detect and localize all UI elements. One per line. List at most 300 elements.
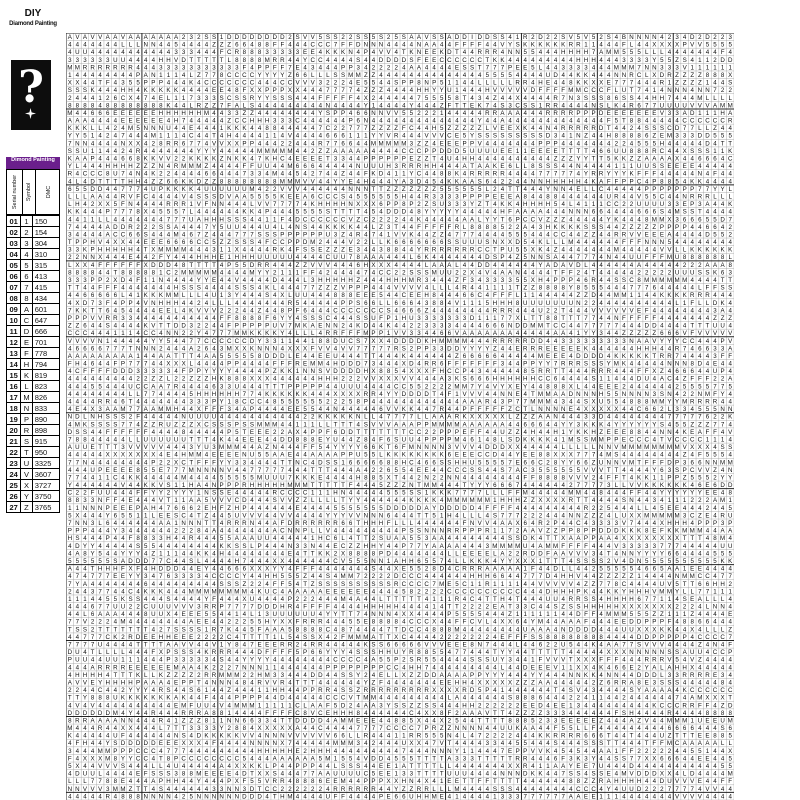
svg-text:P: P bbox=[318, 383, 322, 390]
svg-text:2: 2 bbox=[630, 201, 634, 208]
svg-text:Y: Y bbox=[341, 178, 345, 185]
legend-row bbox=[7, 458, 60, 469]
svg-text:4: 4 bbox=[319, 406, 323, 413]
svg-text:L: L bbox=[303, 330, 307, 337]
svg-text:4: 4 bbox=[303, 353, 307, 360]
svg-text:4: 4 bbox=[220, 118, 224, 125]
svg-text:Y: Y bbox=[622, 421, 626, 428]
svg-text:N: N bbox=[698, 391, 702, 398]
svg-text:L: L bbox=[508, 80, 512, 87]
svg-text:H: H bbox=[515, 376, 519, 383]
svg-text:4: 4 bbox=[144, 186, 148, 193]
svg-text:4: 4 bbox=[691, 49, 695, 56]
svg-text:Z: Z bbox=[455, 277, 459, 284]
svg-text:4: 4 bbox=[691, 224, 695, 231]
svg-text:F: F bbox=[106, 285, 110, 292]
svg-text:4: 4 bbox=[630, 193, 634, 200]
svg-text:D: D bbox=[569, 391, 574, 398]
svg-text:3: 3 bbox=[334, 156, 338, 163]
svg-text:K: K bbox=[584, 421, 589, 428]
svg-text:4: 4 bbox=[136, 239, 140, 246]
svg-text:C: C bbox=[553, 323, 558, 330]
svg-text:V: V bbox=[144, 444, 149, 451]
svg-text:3: 3 bbox=[432, 315, 436, 322]
svg-text:4: 4 bbox=[637, 186, 641, 193]
svg-text:4: 4 bbox=[83, 72, 87, 79]
svg-text:6: 6 bbox=[410, 300, 414, 307]
svg-text:H: H bbox=[591, 429, 595, 436]
svg-text:4: 4 bbox=[235, 171, 239, 178]
svg-text:4: 4 bbox=[607, 421, 611, 428]
svg-text:5: 5 bbox=[524, 239, 528, 246]
svg-text:F: F bbox=[713, 171, 717, 178]
svg-text:K: K bbox=[554, 224, 559, 231]
svg-text:R: R bbox=[546, 368, 551, 375]
svg-text:A: A bbox=[599, 178, 604, 185]
svg-text:L: L bbox=[524, 163, 528, 170]
svg-text:E: E bbox=[303, 361, 307, 368]
svg-text:4: 4 bbox=[220, 133, 224, 140]
svg-text:D: D bbox=[402, 209, 407, 216]
svg-text:4: 4 bbox=[167, 193, 171, 200]
svg-text:T: T bbox=[561, 368, 565, 375]
svg-text:5: 5 bbox=[645, 193, 649, 200]
svg-text:L: L bbox=[478, 80, 482, 87]
svg-text:4: 4 bbox=[152, 201, 156, 208]
svg-text:K: K bbox=[182, 186, 187, 193]
svg-text:S: S bbox=[523, 102, 527, 109]
svg-text:N: N bbox=[371, 42, 375, 49]
svg-text:S: S bbox=[364, 315, 368, 322]
svg-text:F: F bbox=[706, 376, 710, 383]
svg-text:4: 4 bbox=[630, 262, 634, 269]
svg-text:5: 5 bbox=[319, 34, 323, 41]
svg-text:S: S bbox=[690, 148, 694, 155]
svg-text:H: H bbox=[204, 216, 208, 223]
svg-text:E: E bbox=[326, 353, 330, 360]
svg-text:4: 4 bbox=[516, 171, 520, 178]
symbol: L bbox=[21, 381, 32, 392]
svg-text:X: X bbox=[470, 269, 474, 276]
svg-text:1: 1 bbox=[372, 102, 376, 109]
svg-text:4: 4 bbox=[501, 345, 505, 352]
svg-text:S: S bbox=[257, 231, 261, 238]
svg-text:L: L bbox=[106, 216, 110, 223]
svg-text:V: V bbox=[569, 262, 574, 269]
svg-text:3: 3 bbox=[425, 315, 429, 322]
svg-text:H: H bbox=[546, 224, 550, 231]
svg-text:C: C bbox=[318, 193, 323, 200]
svg-text:H: H bbox=[493, 376, 497, 383]
svg-text:4: 4 bbox=[463, 307, 467, 314]
svg-text:8: 8 bbox=[607, 95, 611, 102]
svg-text:2: 2 bbox=[653, 269, 657, 276]
svg-text:4: 4 bbox=[607, 42, 611, 49]
svg-text:M: M bbox=[667, 254, 672, 261]
svg-text:5: 5 bbox=[372, 209, 376, 216]
svg-text:3: 3 bbox=[205, 64, 209, 71]
svg-text:4: 4 bbox=[607, 285, 611, 292]
svg-text:4: 4 bbox=[288, 102, 292, 109]
svg-text:C: C bbox=[531, 216, 536, 223]
svg-text:8: 8 bbox=[76, 436, 80, 443]
svg-text:7: 7 bbox=[493, 64, 497, 71]
svg-text:K: K bbox=[311, 201, 316, 208]
svg-text:4: 4 bbox=[68, 292, 72, 299]
svg-text:4: 4 bbox=[668, 193, 672, 200]
svg-text:4: 4 bbox=[508, 421, 512, 428]
svg-text:H: H bbox=[75, 361, 79, 368]
svg-text:Z: Z bbox=[341, 247, 345, 254]
svg-text:K: K bbox=[591, 421, 596, 428]
svg-text:4: 4 bbox=[372, 383, 376, 390]
svg-text:4: 4 bbox=[265, 277, 269, 284]
svg-text:F: F bbox=[265, 315, 269, 322]
svg-text:4: 4 bbox=[508, 34, 512, 41]
svg-text:M: M bbox=[265, 148, 270, 155]
svg-text:8: 8 bbox=[227, 178, 231, 185]
svg-text:L: L bbox=[167, 95, 171, 102]
svg-text:X: X bbox=[379, 338, 383, 345]
svg-text:4: 4 bbox=[584, 247, 588, 254]
dmc-code: 794 bbox=[32, 359, 59, 370]
svg-text:4: 4 bbox=[524, 186, 528, 193]
svg-text:K: K bbox=[144, 156, 149, 163]
svg-text:A: A bbox=[75, 118, 80, 125]
svg-text:H: H bbox=[250, 118, 254, 125]
svg-text:7: 7 bbox=[243, 231, 247, 238]
svg-text:K: K bbox=[728, 247, 733, 254]
svg-text:Y: Y bbox=[622, 171, 626, 178]
svg-text:R: R bbox=[485, 171, 490, 178]
svg-text:U: U bbox=[143, 436, 147, 443]
svg-text:M: M bbox=[674, 277, 679, 284]
svg-text:P: P bbox=[470, 140, 474, 147]
svg-text:V: V bbox=[371, 421, 376, 428]
svg-text:4: 4 bbox=[728, 368, 732, 375]
svg-text:4: 4 bbox=[592, 345, 596, 352]
svg-text:2: 2 bbox=[144, 376, 148, 383]
svg-text:4: 4 bbox=[599, 269, 603, 276]
svg-text:E: E bbox=[295, 353, 299, 360]
svg-text:V: V bbox=[705, 102, 710, 109]
svg-text:M: M bbox=[447, 421, 452, 428]
svg-text:8: 8 bbox=[645, 216, 649, 223]
svg-text:4: 4 bbox=[281, 414, 285, 421]
svg-text:Z: Z bbox=[75, 323, 79, 330]
svg-text:3: 3 bbox=[675, 64, 679, 71]
svg-text:F: F bbox=[242, 163, 246, 170]
svg-text:4: 4 bbox=[372, 399, 376, 406]
svg-text:P: P bbox=[83, 239, 87, 246]
svg-text:4: 4 bbox=[486, 436, 490, 443]
svg-text:4: 4 bbox=[615, 224, 619, 231]
svg-text:4: 4 bbox=[508, 140, 512, 147]
svg-text:4: 4 bbox=[98, 163, 102, 170]
svg-text:L: L bbox=[197, 292, 201, 299]
column-header-symbol: Symbol bbox=[23, 170, 36, 214]
svg-text:5: 5 bbox=[250, 353, 254, 360]
svg-text:V: V bbox=[166, 156, 171, 163]
svg-text:4: 4 bbox=[281, 102, 285, 109]
svg-text:F: F bbox=[470, 406, 474, 413]
svg-text:Z: Z bbox=[220, 156, 224, 163]
svg-text:A: A bbox=[698, 429, 703, 436]
svg-text:V: V bbox=[493, 125, 498, 132]
svg-text:1: 1 bbox=[455, 80, 459, 87]
svg-text:2: 2 bbox=[425, 110, 429, 117]
svg-text:5: 5 bbox=[706, 42, 710, 49]
svg-text:4: 4 bbox=[68, 178, 72, 185]
svg-text:N: N bbox=[143, 42, 147, 49]
svg-text:U: U bbox=[174, 436, 178, 443]
svg-text:4: 4 bbox=[539, 186, 543, 193]
svg-text:4: 4 bbox=[630, 209, 634, 216]
svg-text:R: R bbox=[174, 163, 179, 170]
svg-text:6: 6 bbox=[402, 300, 406, 307]
svg-text:K: K bbox=[387, 323, 392, 330]
svg-text:S: S bbox=[220, 95, 224, 102]
svg-text:4: 4 bbox=[493, 156, 497, 163]
svg-text:X: X bbox=[531, 247, 535, 254]
svg-text:4: 4 bbox=[182, 42, 186, 49]
svg-text:4: 4 bbox=[296, 95, 300, 102]
svg-text:4: 4 bbox=[394, 87, 398, 94]
svg-text:6: 6 bbox=[91, 110, 95, 117]
svg-text:A: A bbox=[273, 452, 278, 459]
svg-text:D: D bbox=[500, 444, 505, 451]
svg-text:P: P bbox=[98, 277, 102, 284]
svg-text:4: 4 bbox=[599, 277, 603, 284]
svg-text:U: U bbox=[250, 452, 254, 459]
svg-text:8: 8 bbox=[546, 315, 550, 322]
svg-text:1: 1 bbox=[501, 285, 505, 292]
svg-text:4: 4 bbox=[296, 125, 300, 132]
svg-text:Z: Z bbox=[242, 110, 246, 117]
svg-text:A: A bbox=[151, 34, 156, 41]
svg-text:Z: Z bbox=[728, 315, 732, 322]
svg-text:M: M bbox=[728, 102, 733, 109]
svg-text:S: S bbox=[364, 421, 368, 428]
svg-text:4: 4 bbox=[561, 72, 565, 79]
legend-row bbox=[7, 370, 60, 381]
svg-text:Y: Y bbox=[68, 163, 72, 170]
svg-text:4: 4 bbox=[326, 383, 330, 390]
svg-text:M: M bbox=[530, 323, 535, 330]
svg-text:3: 3 bbox=[668, 64, 672, 71]
svg-text:3: 3 bbox=[167, 64, 171, 71]
svg-text:D: D bbox=[113, 224, 118, 231]
serial-number: 01 bbox=[7, 216, 21, 227]
svg-text:C: C bbox=[614, 201, 619, 208]
svg-text:4: 4 bbox=[539, 292, 543, 299]
svg-text:T: T bbox=[721, 140, 725, 147]
svg-text:4: 4 bbox=[319, 133, 323, 140]
svg-text:4: 4 bbox=[76, 391, 80, 398]
svg-text:N: N bbox=[417, 42, 421, 49]
svg-text:K: K bbox=[614, 102, 619, 109]
svg-text:K: K bbox=[333, 224, 338, 231]
svg-text:8: 8 bbox=[691, 254, 695, 261]
svg-text:2: 2 bbox=[144, 224, 148, 231]
svg-text:3: 3 bbox=[152, 368, 156, 375]
svg-text:4: 4 bbox=[235, 368, 239, 375]
svg-text:5: 5 bbox=[372, 34, 376, 41]
svg-text:H: H bbox=[394, 277, 398, 284]
svg-text:A: A bbox=[151, 406, 156, 413]
svg-text:6: 6 bbox=[417, 239, 421, 246]
svg-text:7: 7 bbox=[698, 186, 702, 193]
svg-text:6: 6 bbox=[182, 140, 186, 147]
svg-text:3: 3 bbox=[455, 193, 459, 200]
svg-text:T: T bbox=[402, 429, 406, 436]
svg-text:E: E bbox=[250, 436, 254, 443]
svg-text:4: 4 bbox=[182, 315, 186, 322]
svg-text:7: 7 bbox=[303, 285, 307, 292]
svg-text:U: U bbox=[682, 269, 686, 276]
svg-text:4: 4 bbox=[91, 224, 95, 231]
svg-text:L: L bbox=[372, 414, 376, 421]
svg-text:Y: Y bbox=[417, 247, 421, 254]
svg-text:4: 4 bbox=[668, 383, 672, 390]
svg-text:P: P bbox=[667, 224, 671, 231]
svg-text:6: 6 bbox=[98, 110, 102, 117]
svg-text:L: L bbox=[250, 201, 254, 208]
svg-text:1: 1 bbox=[486, 285, 490, 292]
svg-text:4: 4 bbox=[288, 209, 292, 216]
svg-text:E: E bbox=[455, 140, 459, 147]
symbol: 6 bbox=[21, 271, 32, 282]
svg-text:H: H bbox=[561, 178, 565, 185]
svg-text:4: 4 bbox=[713, 49, 717, 56]
svg-text:M: M bbox=[227, 444, 232, 451]
svg-text:Y: Y bbox=[675, 399, 679, 406]
svg-text:4: 4 bbox=[493, 429, 497, 436]
svg-text:U: U bbox=[257, 163, 261, 170]
svg-text:D: D bbox=[493, 444, 498, 451]
svg-text:T: T bbox=[98, 307, 102, 314]
svg-text:4: 4 bbox=[296, 110, 300, 117]
svg-text:4: 4 bbox=[728, 171, 732, 178]
svg-text:E: E bbox=[500, 193, 504, 200]
svg-text:R: R bbox=[273, 57, 278, 64]
svg-text:4: 4 bbox=[417, 102, 421, 109]
svg-text:6: 6 bbox=[425, 239, 429, 246]
svg-text:4: 4 bbox=[478, 231, 482, 238]
svg-text:4: 4 bbox=[152, 216, 156, 223]
svg-text:U: U bbox=[409, 436, 413, 443]
svg-text:Z: Z bbox=[303, 262, 307, 269]
svg-text:4: 4 bbox=[372, 323, 376, 330]
svg-text:4: 4 bbox=[721, 163, 725, 170]
svg-text:3: 3 bbox=[675, 406, 679, 413]
svg-text:4: 4 bbox=[577, 277, 581, 284]
serial-number: 18 bbox=[7, 403, 21, 414]
svg-text:6: 6 bbox=[675, 368, 679, 375]
svg-text:R: R bbox=[622, 231, 627, 238]
svg-text:4: 4 bbox=[136, 57, 140, 64]
svg-text:L: L bbox=[319, 72, 323, 79]
svg-text:S: S bbox=[500, 133, 504, 140]
svg-text:P: P bbox=[75, 239, 79, 246]
svg-text:8: 8 bbox=[478, 224, 482, 231]
svg-text:C: C bbox=[690, 338, 695, 345]
svg-text:K: K bbox=[333, 414, 338, 421]
svg-text:C: C bbox=[637, 72, 642, 79]
svg-text:U: U bbox=[622, 148, 626, 155]
svg-text:H: H bbox=[113, 247, 117, 254]
svg-text:4: 4 bbox=[402, 254, 406, 261]
svg-text:R: R bbox=[417, 163, 422, 170]
svg-text:4: 4 bbox=[653, 292, 657, 299]
svg-text:4: 4 bbox=[250, 216, 254, 223]
svg-text:2: 2 bbox=[683, 391, 687, 398]
svg-text:4: 4 bbox=[182, 72, 186, 79]
svg-text:7: 7 bbox=[561, 95, 565, 102]
svg-text:4: 4 bbox=[265, 307, 269, 314]
svg-text:H: H bbox=[531, 429, 535, 436]
svg-text:A: A bbox=[341, 148, 346, 155]
svg-text:X: X bbox=[379, 376, 383, 383]
svg-text:4: 4 bbox=[394, 307, 398, 314]
svg-text:X: X bbox=[235, 140, 239, 147]
svg-text:4: 4 bbox=[152, 307, 156, 314]
svg-text:4: 4 bbox=[220, 148, 224, 155]
svg-text:5: 5 bbox=[470, 186, 474, 193]
svg-text:M: M bbox=[621, 64, 626, 71]
svg-text:U: U bbox=[508, 247, 512, 254]
svg-text:4: 4 bbox=[440, 72, 444, 79]
svg-text:D: D bbox=[690, 110, 695, 117]
svg-text:4: 4 bbox=[288, 330, 292, 337]
svg-text:V: V bbox=[660, 110, 665, 117]
svg-text:4: 4 bbox=[653, 262, 657, 269]
svg-text:3: 3 bbox=[265, 338, 269, 345]
svg-text:4: 4 bbox=[592, 247, 596, 254]
serial-number: 13 bbox=[7, 348, 21, 359]
svg-text:H: H bbox=[432, 163, 436, 170]
svg-text:1: 1 bbox=[713, 436, 717, 443]
svg-text:5: 5 bbox=[698, 383, 702, 390]
svg-text:4: 4 bbox=[144, 307, 148, 314]
svg-text:4: 4 bbox=[524, 353, 528, 360]
svg-text:7: 7 bbox=[463, 231, 467, 238]
svg-text:4: 4 bbox=[645, 429, 649, 436]
svg-text:E: E bbox=[645, 231, 649, 238]
svg-text:5: 5 bbox=[524, 231, 528, 238]
svg-text:F: F bbox=[182, 368, 186, 375]
svg-text:S: S bbox=[508, 133, 512, 140]
svg-text:4: 4 bbox=[227, 201, 231, 208]
svg-text:4: 4 bbox=[508, 156, 512, 163]
svg-text:3: 3 bbox=[577, 64, 581, 71]
svg-text:4: 4 bbox=[721, 125, 725, 132]
svg-text:1: 1 bbox=[706, 80, 710, 87]
svg-text:S: S bbox=[197, 285, 201, 292]
svg-text:V: V bbox=[75, 338, 80, 345]
svg-text:X: X bbox=[98, 201, 102, 208]
svg-text:H: H bbox=[128, 178, 132, 185]
legend-row bbox=[7, 216, 60, 227]
svg-text:S: S bbox=[591, 376, 595, 383]
svg-text:V: V bbox=[387, 421, 392, 428]
svg-text:4: 4 bbox=[288, 57, 292, 64]
svg-text:U: U bbox=[690, 269, 694, 276]
svg-text:4: 4 bbox=[493, 178, 497, 185]
svg-text:4: 4 bbox=[326, 361, 330, 368]
svg-text:M: M bbox=[652, 444, 657, 451]
svg-text:M: M bbox=[614, 292, 619, 299]
